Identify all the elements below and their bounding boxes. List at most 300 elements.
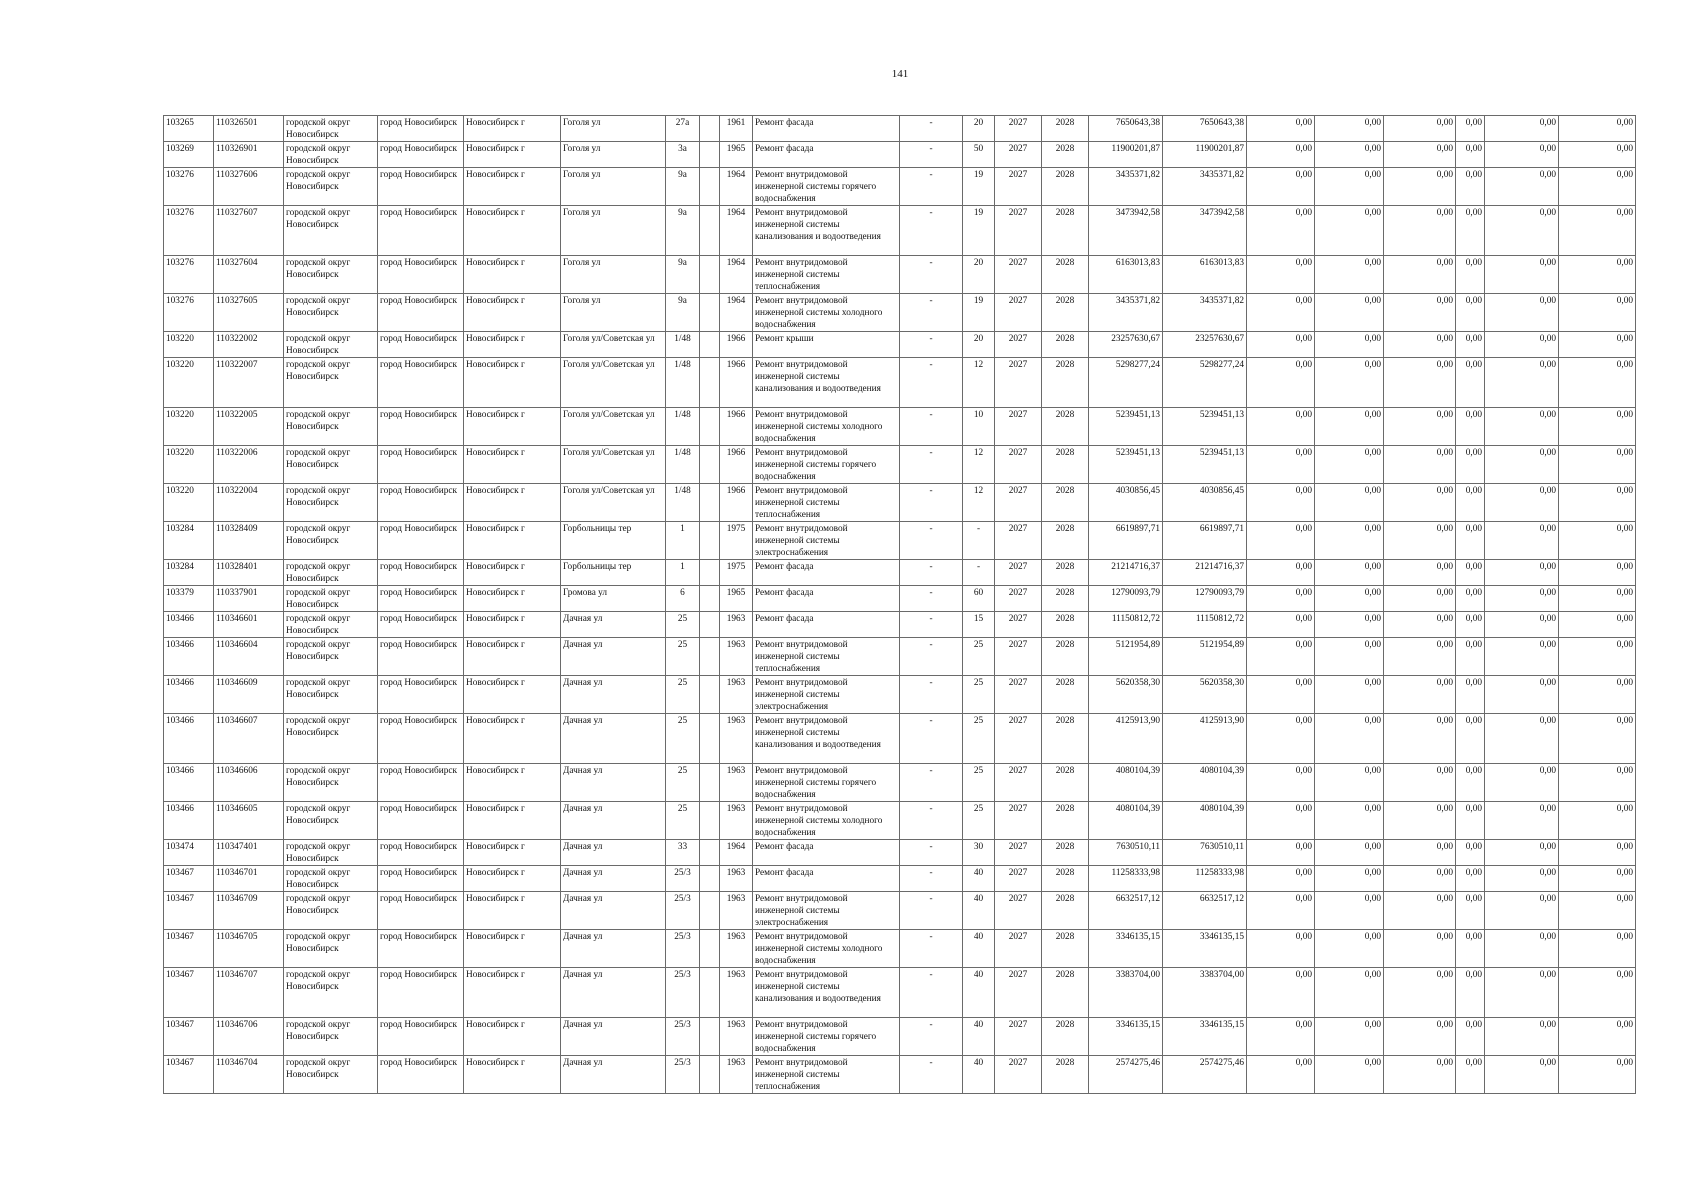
cell-work-type: Ремонт фасада	[753, 866, 900, 892]
cell-regional-budget: 0,00	[1315, 930, 1384, 968]
table-row	[164, 1018, 1636, 1056]
cell-regional-fund-cost: 7630510,11	[1163, 840, 1247, 866]
cell-end-year: 2028	[1042, 358, 1089, 408]
cell-municipal-district: городской округ Новосибирск	[284, 408, 378, 446]
cell-owners-funds: 0,00	[1485, 866, 1559, 892]
cell-other-sources: 0,00	[1456, 484, 1485, 522]
cell-locality: Новосибирск г	[464, 294, 561, 332]
cell-municipal-district: городской округ Новосибирск	[284, 294, 378, 332]
cell-regional-budget: 0,00	[1315, 168, 1384, 206]
cell-other-sources: 0,00	[1456, 802, 1485, 840]
cell-street: Дачная ул	[561, 866, 666, 892]
cell-total-cost: 3383704,00	[1089, 968, 1163, 1018]
cell-work-id: 110346605	[214, 802, 284, 840]
cell-wear-percent: 25	[963, 638, 995, 676]
cell-street: Гоголя ул	[561, 294, 666, 332]
cell-build-year: 1966	[720, 332, 753, 358]
cell-regional-fund-cost: 5239451,13	[1163, 408, 1247, 446]
cell-housing-block	[700, 446, 720, 484]
cell-settlement: город Новосибирск	[378, 522, 464, 560]
cell-owners-funds: 0,00	[1485, 638, 1559, 676]
cell-house-id: 103467	[164, 1018, 214, 1056]
cell-total-cost: 7630510,11	[1089, 840, 1163, 866]
cell-housing-block	[700, 116, 720, 142]
cell-extra-funds: 0,00	[1559, 802, 1636, 840]
table-row	[164, 802, 1636, 840]
cell-blank-column: -	[900, 802, 963, 840]
cell-regional-budget: 0,00	[1315, 802, 1384, 840]
cell-regional-fund-cost: 6632517,12	[1163, 892, 1247, 930]
cell-owners-funds: 0,00	[1485, 522, 1559, 560]
cell-regional-budget: 0,00	[1315, 612, 1384, 638]
cell-street: Гоголя ул/Советская ул	[561, 408, 666, 446]
cell-house-number: 25	[666, 676, 700, 714]
cell-regional-budget: 0,00	[1315, 968, 1384, 1018]
cell-other-sources: 0,00	[1456, 638, 1485, 676]
cell-other-sources: 0,00	[1456, 930, 1485, 968]
cell-start-year: 2027	[995, 358, 1042, 408]
cell-settlement: город Новосибирск	[378, 676, 464, 714]
cell-other-sources: 0,00	[1456, 840, 1485, 866]
cell-blank-column: -	[900, 968, 963, 1018]
cell-regional-fund-cost: 4080104,39	[1163, 802, 1247, 840]
cell-federal-funds: 0,00	[1247, 332, 1315, 358]
cell-work-id: 110328401	[214, 560, 284, 586]
cell-local-budget: 0,00	[1384, 484, 1456, 522]
cell-municipal-district: городской округ Новосибирск	[284, 714, 378, 764]
cell-local-budget: 0,00	[1384, 802, 1456, 840]
cell-local-budget: 0,00	[1384, 676, 1456, 714]
cell-start-year: 2027	[995, 446, 1042, 484]
cell-settlement: город Новосибирск	[378, 612, 464, 638]
cell-locality: Новосибирск г	[464, 168, 561, 206]
cell-house-number: 1/48	[666, 408, 700, 446]
cell-blank-column: -	[900, 866, 963, 892]
cell-work-id: 110328409	[214, 522, 284, 560]
cell-work-type: Ремонт внутридомовой инженерной системы горячего водоснабжения	[753, 446, 900, 484]
cell-regional-budget: 0,00	[1315, 116, 1384, 142]
cell-house-id: 103220	[164, 484, 214, 522]
cell-work-id: 110322005	[214, 408, 284, 446]
cell-house-number: 3а	[666, 142, 700, 168]
cell-house-number: 33	[666, 840, 700, 866]
cell-housing-block	[700, 256, 720, 294]
cell-federal-funds: 0,00	[1247, 522, 1315, 560]
cell-municipal-district: городской округ Новосибирск	[284, 358, 378, 408]
cell-locality: Новосибирск г	[464, 1056, 561, 1094]
cell-extra-funds: 0,00	[1559, 484, 1636, 522]
cell-locality: Новосибирск г	[464, 930, 561, 968]
cell-house-number: 1	[666, 560, 700, 586]
cell-build-year: 1964	[720, 206, 753, 256]
cell-housing-block	[700, 408, 720, 446]
cell-total-cost: 6163013,83	[1089, 256, 1163, 294]
cell-federal-funds: 0,00	[1247, 168, 1315, 206]
cell-regional-budget: 0,00	[1315, 358, 1384, 408]
cell-local-budget: 0,00	[1384, 892, 1456, 930]
cell-housing-block	[700, 522, 720, 560]
cell-street: Дачная ул	[561, 764, 666, 802]
cell-housing-block	[700, 332, 720, 358]
cell-build-year: 1963	[720, 802, 753, 840]
cell-housing-block	[700, 1056, 720, 1094]
cell-house-id: 103276	[164, 294, 214, 332]
cell-local-budget: 0,00	[1384, 560, 1456, 586]
cell-start-year: 2027	[995, 142, 1042, 168]
cell-housing-block	[700, 764, 720, 802]
cell-wear-percent: 20	[963, 256, 995, 294]
cell-settlement: город Новосибирск	[378, 638, 464, 676]
cell-total-cost: 4080104,39	[1089, 764, 1163, 802]
cell-regional-fund-cost: 4125913,90	[1163, 714, 1247, 764]
cell-street: Дачная ул	[561, 612, 666, 638]
cell-work-type: Ремонт крыши	[753, 332, 900, 358]
cell-start-year: 2027	[995, 676, 1042, 714]
cell-locality: Новосибирск г	[464, 332, 561, 358]
table-row	[164, 638, 1636, 676]
cell-housing-block	[700, 294, 720, 332]
cell-regional-fund-cost: 12790093,79	[1163, 586, 1247, 612]
cell-work-id: 110346607	[214, 714, 284, 764]
cell-blank-column: -	[900, 168, 963, 206]
cell-settlement: город Новосибирск	[378, 840, 464, 866]
cell-other-sources: 0,00	[1456, 206, 1485, 256]
cell-house-id: 103284	[164, 560, 214, 586]
cell-total-cost: 11258333,98	[1089, 866, 1163, 892]
cell-end-year: 2028	[1042, 866, 1089, 892]
cell-wear-percent: 25	[963, 802, 995, 840]
cell-start-year: 2027	[995, 866, 1042, 892]
cell-house-id: 103466	[164, 764, 214, 802]
cell-regional-fund-cost: 5298277,24	[1163, 358, 1247, 408]
cell-house-number: 1/48	[666, 484, 700, 522]
cell-end-year: 2028	[1042, 714, 1089, 764]
cell-build-year: 1963	[720, 968, 753, 1018]
cell-other-sources: 0,00	[1456, 676, 1485, 714]
cell-settlement: город Новосибирск	[378, 930, 464, 968]
cell-blank-column: -	[900, 294, 963, 332]
cell-build-year: 1963	[720, 676, 753, 714]
cell-house-id: 103284	[164, 522, 214, 560]
cell-end-year: 2028	[1042, 446, 1089, 484]
table-row	[164, 358, 1636, 408]
cell-extra-funds: 0,00	[1559, 968, 1636, 1018]
cell-house-id: 103474	[164, 840, 214, 866]
cell-locality: Новосибирск г	[464, 968, 561, 1018]
cell-other-sources: 0,00	[1456, 446, 1485, 484]
cell-local-budget: 0,00	[1384, 1018, 1456, 1056]
cell-house-id: 103467	[164, 892, 214, 930]
table-row	[164, 116, 1636, 142]
cell-wear-percent: 25	[963, 714, 995, 764]
cell-regional-budget: 0,00	[1315, 522, 1384, 560]
cell-settlement: город Новосибирск	[378, 256, 464, 294]
cell-work-type: Ремонт фасада	[753, 142, 900, 168]
cell-street: Горбольницы тер	[561, 560, 666, 586]
cell-end-year: 2028	[1042, 332, 1089, 358]
cell-municipal-district: городской округ Новосибирск	[284, 638, 378, 676]
cell-owners-funds: 0,00	[1485, 256, 1559, 294]
cell-owners-funds: 0,00	[1485, 892, 1559, 930]
cell-work-type: Ремонт внутридомовой инженерной системы горячего водоснабжения	[753, 168, 900, 206]
cell-blank-column: -	[900, 522, 963, 560]
cell-build-year: 1966	[720, 408, 753, 446]
cell-blank-column: -	[900, 676, 963, 714]
cell-locality: Новосибирск г	[464, 358, 561, 408]
table-row	[164, 256, 1636, 294]
cell-start-year: 2027	[995, 294, 1042, 332]
cell-start-year: 2027	[995, 840, 1042, 866]
cell-blank-column: -	[900, 612, 963, 638]
table-row	[164, 408, 1636, 446]
cell-federal-funds: 0,00	[1247, 1018, 1315, 1056]
cell-local-budget: 0,00	[1384, 714, 1456, 764]
cell-owners-funds: 0,00	[1485, 294, 1559, 332]
cell-end-year: 2028	[1042, 116, 1089, 142]
cell-work-id: 110346601	[214, 612, 284, 638]
cell-house-number: 1/48	[666, 446, 700, 484]
cell-settlement: город Новосибирск	[378, 294, 464, 332]
cell-extra-funds: 0,00	[1559, 560, 1636, 586]
cell-federal-funds: 0,00	[1247, 206, 1315, 256]
cell-federal-funds: 0,00	[1247, 892, 1315, 930]
cell-extra-funds: 0,00	[1559, 294, 1636, 332]
cell-end-year: 2028	[1042, 168, 1089, 206]
cell-work-id: 110346704	[214, 1056, 284, 1094]
cell-work-id: 110337901	[214, 586, 284, 612]
cell-locality: Новосибирск г	[464, 586, 561, 612]
cell-housing-block	[700, 142, 720, 168]
cell-house-number: 9а	[666, 294, 700, 332]
cell-blank-column: -	[900, 358, 963, 408]
cell-house-id: 103466	[164, 714, 214, 764]
cell-total-cost: 5620358,30	[1089, 676, 1163, 714]
cell-start-year: 2027	[995, 892, 1042, 930]
cell-other-sources: 0,00	[1456, 408, 1485, 446]
cell-house-id: 103276	[164, 168, 214, 206]
cell-municipal-district: городской округ Новосибирск	[284, 522, 378, 560]
cell-house-id: 103220	[164, 408, 214, 446]
cell-work-id: 110346706	[214, 1018, 284, 1056]
cell-extra-funds: 0,00	[1559, 358, 1636, 408]
cell-end-year: 2028	[1042, 840, 1089, 866]
cell-owners-funds: 0,00	[1485, 358, 1559, 408]
cell-municipal-district: городской округ Новосибирск	[284, 168, 378, 206]
cell-end-year: 2028	[1042, 764, 1089, 802]
cell-owners-funds: 0,00	[1485, 446, 1559, 484]
cell-house-id: 103379	[164, 586, 214, 612]
cell-street: Гоголя ул/Советская ул	[561, 358, 666, 408]
cell-settlement: город Новосибирск	[378, 484, 464, 522]
cell-owners-funds: 0,00	[1485, 168, 1559, 206]
cell-municipal-district: городской округ Новосибирск	[284, 256, 378, 294]
cell-house-id: 103276	[164, 256, 214, 294]
cell-housing-block	[700, 714, 720, 764]
cell-build-year: 1964	[720, 840, 753, 866]
cell-house-id: 103220	[164, 332, 214, 358]
cell-work-type: Ремонт фасада	[753, 612, 900, 638]
cell-wear-percent: 20	[963, 332, 995, 358]
cell-other-sources: 0,00	[1456, 142, 1485, 168]
cell-regional-fund-cost: 11150812,72	[1163, 612, 1247, 638]
cell-house-number: 1/48	[666, 358, 700, 408]
cell-extra-funds: 0,00	[1559, 638, 1636, 676]
cell-settlement: город Новосибирск	[378, 714, 464, 764]
cell-wear-percent: 40	[963, 1018, 995, 1056]
cell-build-year: 1975	[720, 522, 753, 560]
cell-total-cost: 4125913,90	[1089, 714, 1163, 764]
cell-blank-column: -	[900, 408, 963, 446]
cell-federal-funds: 0,00	[1247, 930, 1315, 968]
cell-regional-fund-cost: 5620358,30	[1163, 676, 1247, 714]
cell-local-budget: 0,00	[1384, 142, 1456, 168]
cell-total-cost: 23257630,67	[1089, 332, 1163, 358]
cell-house-number: 9а	[666, 168, 700, 206]
cell-wear-percent: 40	[963, 1056, 995, 1094]
cell-municipal-district: городской округ Новосибирск	[284, 612, 378, 638]
cell-build-year: 1961	[720, 116, 753, 142]
cell-federal-funds: 0,00	[1247, 484, 1315, 522]
cell-housing-block	[700, 638, 720, 676]
cell-owners-funds: 0,00	[1485, 484, 1559, 522]
cell-total-cost: 6619897,71	[1089, 522, 1163, 560]
cell-street: Дачная ул	[561, 714, 666, 764]
cell-street: Гоголя ул	[561, 142, 666, 168]
table-body	[164, 116, 1636, 1094]
cell-federal-funds: 0,00	[1247, 676, 1315, 714]
cell-wear-percent: -	[963, 522, 995, 560]
cell-federal-funds: 0,00	[1247, 802, 1315, 840]
cell-work-type: Ремонт фасада	[753, 586, 900, 612]
cell-build-year: 1963	[720, 866, 753, 892]
cell-owners-funds: 0,00	[1485, 930, 1559, 968]
cell-federal-funds: 0,00	[1247, 612, 1315, 638]
cell-regional-budget: 0,00	[1315, 638, 1384, 676]
cell-end-year: 2028	[1042, 206, 1089, 256]
cell-extra-funds: 0,00	[1559, 714, 1636, 764]
cell-other-sources: 0,00	[1456, 256, 1485, 294]
cell-end-year: 2028	[1042, 802, 1089, 840]
cell-settlement: город Новосибирск	[378, 764, 464, 802]
cell-local-budget: 0,00	[1384, 586, 1456, 612]
cell-end-year: 2028	[1042, 968, 1089, 1018]
cell-wear-percent: 50	[963, 142, 995, 168]
cell-settlement: город Новосибирск	[378, 168, 464, 206]
cell-municipal-district: городской округ Новосибирск	[284, 866, 378, 892]
cell-blank-column: -	[900, 560, 963, 586]
cell-regional-fund-cost: 2574275,46	[1163, 1056, 1247, 1094]
cell-total-cost: 2574275,46	[1089, 1056, 1163, 1094]
cell-local-budget: 0,00	[1384, 358, 1456, 408]
cell-total-cost: 5121954,89	[1089, 638, 1163, 676]
cell-extra-funds: 0,00	[1559, 930, 1636, 968]
cell-regional-budget: 0,00	[1315, 1018, 1384, 1056]
cell-local-budget: 0,00	[1384, 764, 1456, 802]
cell-local-budget: 0,00	[1384, 968, 1456, 1018]
cell-build-year: 1963	[720, 764, 753, 802]
cell-local-budget: 0,00	[1384, 1056, 1456, 1094]
cell-total-cost: 4030856,45	[1089, 484, 1163, 522]
cell-federal-funds: 0,00	[1247, 764, 1315, 802]
cell-street: Горбольницы тер	[561, 522, 666, 560]
cell-blank-column: -	[900, 446, 963, 484]
cell-regional-fund-cost: 3346135,15	[1163, 1018, 1247, 1056]
cell-municipal-district: городской округ Новосибирск	[284, 446, 378, 484]
cell-regional-fund-cost: 4030856,45	[1163, 484, 1247, 522]
cell-total-cost: 3435371,82	[1089, 294, 1163, 332]
cell-locality: Новосибирск г	[464, 142, 561, 168]
cell-municipal-district: городской округ Новосибирск	[284, 802, 378, 840]
cell-local-budget: 0,00	[1384, 332, 1456, 358]
cell-housing-block	[700, 676, 720, 714]
cell-regional-fund-cost: 23257630,67	[1163, 332, 1247, 358]
cell-end-year: 2028	[1042, 408, 1089, 446]
cell-work-type: Ремонт внутридомовой инженерной системы канализования и водоотведения	[753, 968, 900, 1018]
cell-house-id: 103265	[164, 116, 214, 142]
cell-owners-funds: 0,00	[1485, 142, 1559, 168]
cell-owners-funds: 0,00	[1485, 560, 1559, 586]
cell-regional-fund-cost: 6163013,83	[1163, 256, 1247, 294]
cell-work-id: 110322002	[214, 332, 284, 358]
cell-house-id: 103467	[164, 1056, 214, 1094]
cell-regional-fund-cost: 3383704,00	[1163, 968, 1247, 1018]
cell-municipal-district: городской округ Новосибирск	[284, 764, 378, 802]
cell-total-cost: 11150812,72	[1089, 612, 1163, 638]
cell-work-type: Ремонт внутридомовой инженерной системы электроснабжения	[753, 676, 900, 714]
cell-regional-budget: 0,00	[1315, 586, 1384, 612]
cell-regional-budget: 0,00	[1315, 446, 1384, 484]
cell-start-year: 2027	[995, 1018, 1042, 1056]
cell-build-year: 1964	[720, 294, 753, 332]
cell-locality: Новосибирск г	[464, 802, 561, 840]
cell-locality: Новосибирск г	[464, 612, 561, 638]
cell-wear-percent: 25	[963, 676, 995, 714]
cell-municipal-district: городской округ Новосибирск	[284, 206, 378, 256]
cell-build-year: 1963	[720, 930, 753, 968]
cell-end-year: 2028	[1042, 1018, 1089, 1056]
cell-federal-funds: 0,00	[1247, 560, 1315, 586]
cell-federal-funds: 0,00	[1247, 866, 1315, 892]
cell-regional-budget: 0,00	[1315, 764, 1384, 802]
cell-build-year: 1964	[720, 256, 753, 294]
cell-owners-funds: 0,00	[1485, 802, 1559, 840]
cell-other-sources: 0,00	[1456, 168, 1485, 206]
cell-housing-block	[700, 612, 720, 638]
cell-municipal-district: городской округ Новосибирск	[284, 332, 378, 358]
cell-start-year: 2027	[995, 206, 1042, 256]
cell-house-number: 6	[666, 586, 700, 612]
cell-house-id: 103467	[164, 968, 214, 1018]
table-row	[164, 968, 1636, 1018]
cell-extra-funds: 0,00	[1559, 612, 1636, 638]
table-row	[164, 612, 1636, 638]
cell-house-number: 25/3	[666, 866, 700, 892]
cell-house-number: 25	[666, 764, 700, 802]
cell-end-year: 2028	[1042, 892, 1089, 930]
table-row	[164, 866, 1636, 892]
cell-blank-column: -	[900, 332, 963, 358]
cell-start-year: 2027	[995, 522, 1042, 560]
cell-other-sources: 0,00	[1456, 612, 1485, 638]
cell-blank-column: -	[900, 142, 963, 168]
cell-wear-percent: 19	[963, 206, 995, 256]
table-row	[164, 714, 1636, 764]
cell-local-budget: 0,00	[1384, 256, 1456, 294]
cell-settlement: город Новосибирск	[378, 142, 464, 168]
cell-owners-funds: 0,00	[1485, 764, 1559, 802]
cell-end-year: 2028	[1042, 612, 1089, 638]
cell-total-cost: 3346135,15	[1089, 1018, 1163, 1056]
